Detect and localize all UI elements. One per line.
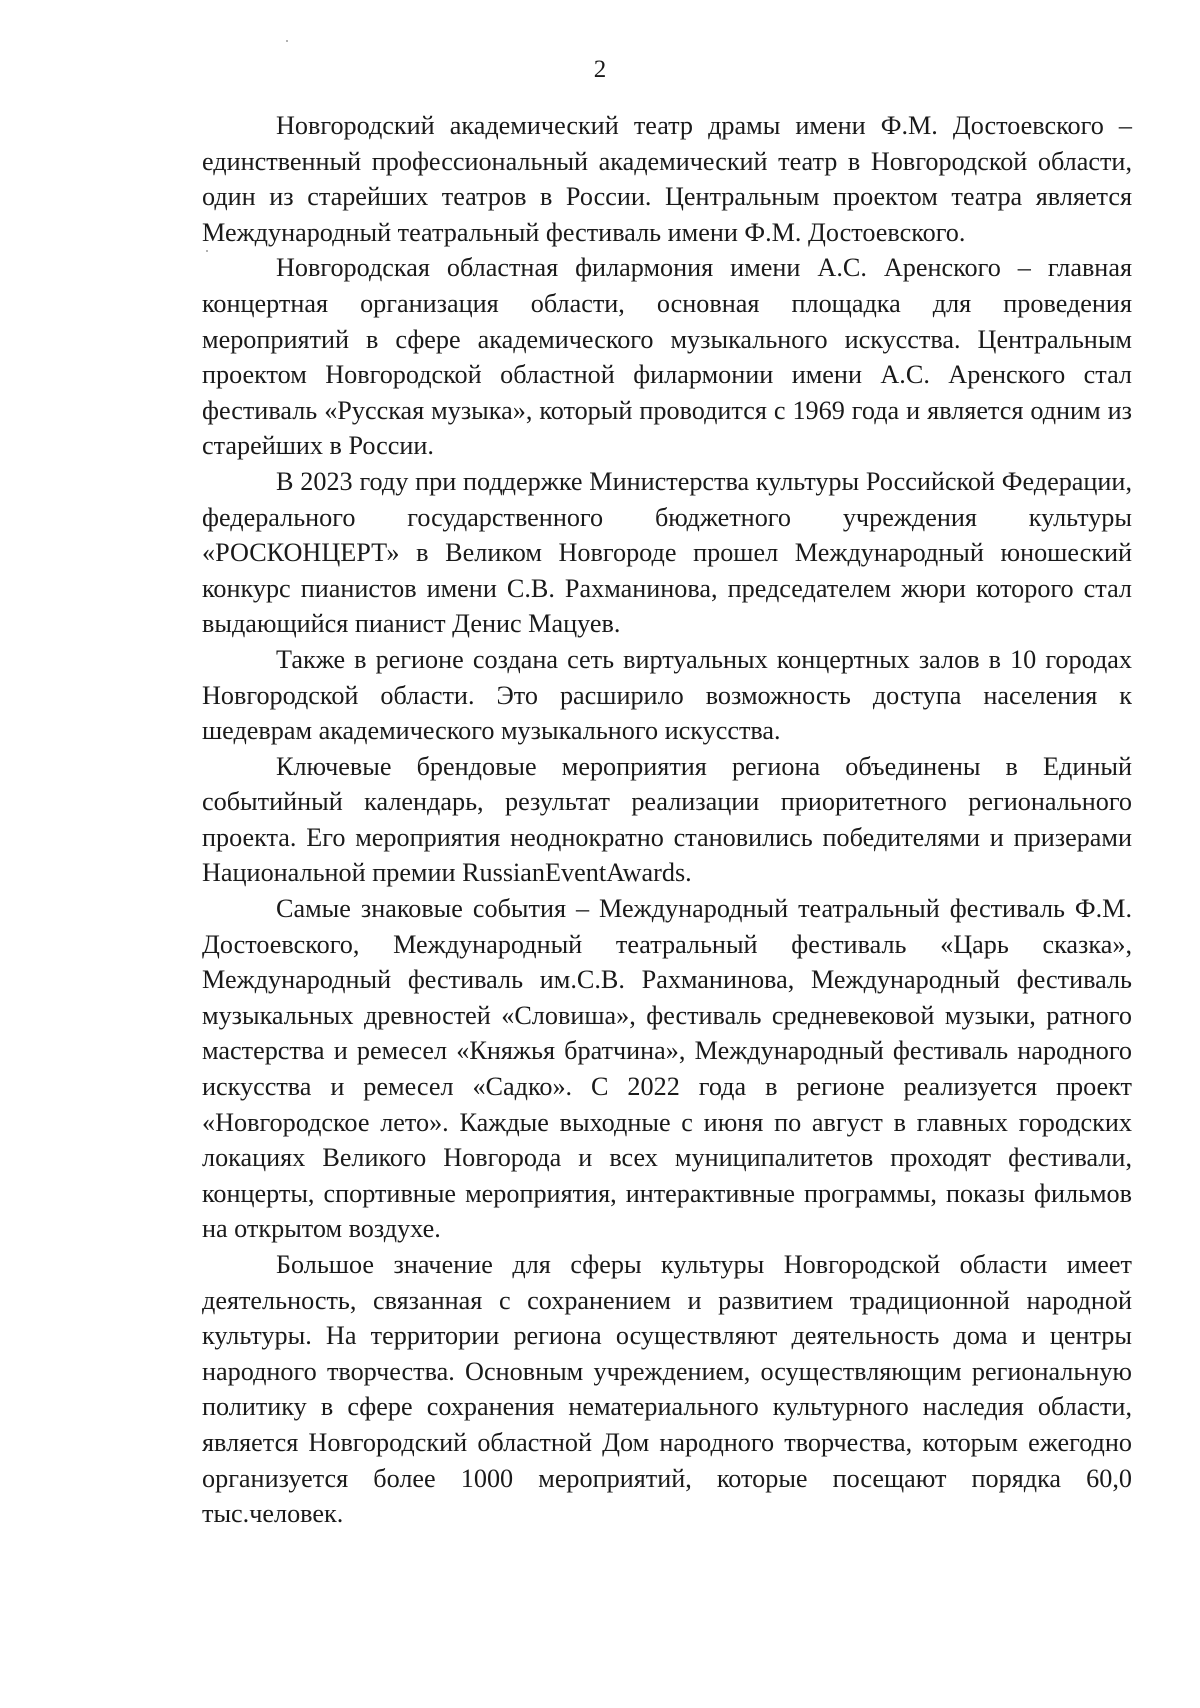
- paragraph-key-events: Самые знаковые события – Международный театральный фестиваль Ф.М. Достоевского, Международный театральный фестиваль «Царь сказка», Международный фестиваль им.С.В. Рахманинова, Международный фестиваль музыкальных древностей «Словиша», фестиваль средневековой музыки, ратного мастерства и ремесел «Княжья братчина», Международный фестиваль народного искусства и ремесел «Садко». С 2022 года в регионе реализуется проект «Новгородское лето». Каждые выходные с июня по август в главных городских локациях Великого Новгорода и всех муниципалитетов проходят фестивали, концерты, спортивные мероприятия, интерактивные программы, показы фильмов на открытом воздухе.: [202, 894, 1132, 1244]
- paragraph-folk-culture: Большое значение для сферы культуры Новгородской области имеет деятельность, связанная с сохранением и развитием традиционной народной культуры. На территории региона осуществляют деятельность дома и центры народного творчества. Основным учреждением, осуществляющим региональную политику в сфере сохранения нематериального культурного наследия области, является Новгородский областной Дом народного творчества, которым ежегодно организуется более 1000 мероприятий, которые посещают порядка 60,0 тыс.человек.: [202, 1250, 1132, 1529]
- page-number: 2: [593, 56, 607, 83]
- paragraph-rachmaninov-competition: В 2023 году при поддержке Министерства культуры Российской Федерации, федерального государственного бюджетного учреждения культуры «РОСКОНЦЕРТ» в Великом Новгороде прошел Международный юношеский конкурс пианистов имени С.В. Рахманинова, председателем жюри которого стал выдающийся пианист Денис Мацуев.: [202, 466, 1132, 639]
- paragraph-novgorod-drama-theatre: Новгородский академический театр драмы имени Ф.М. Достоевского – единственный профессиональный академический театр в Новгородской области, один из старейших театров в России. Центральным проектом театра является Международный театральный фестиваль имени Ф.М. Достоевского.: [202, 111, 1132, 247]
- document-body: [202, 108, 1132, 1532]
- paragraph-philharmonic: Новгородская областная филармония имени А.С. Аренского – главная концертная организация области, основная площадка для проведения мероприятий в сфере академического музыкального искусства. Центральным проектом Новгородской областной филармонии имени А.С. Аренского стал фестиваль «Русская музыка», который проводится с 1969 года и является одним из старейших в России.: [202, 253, 1132, 461]
- paragraph-virtual-concert-halls: Также в регионе создана сеть виртуальных концертных залов в 10 городах Новгородской области. Это расширило возможность доступа населения к шедеврам академического музыкального искусства.: [202, 644, 1132, 746]
- scan-artifact-dot: [286, 40, 288, 42]
- paragraph-event-calendar: Ключевые брендовые мероприятия региона объединены в Единый событийный календарь, результат реализации приоритетного регионального проекта. Его мероприятия неоднократно становились победителями и призерами Национальной премии RussianEventAwards.: [202, 751, 1132, 888]
